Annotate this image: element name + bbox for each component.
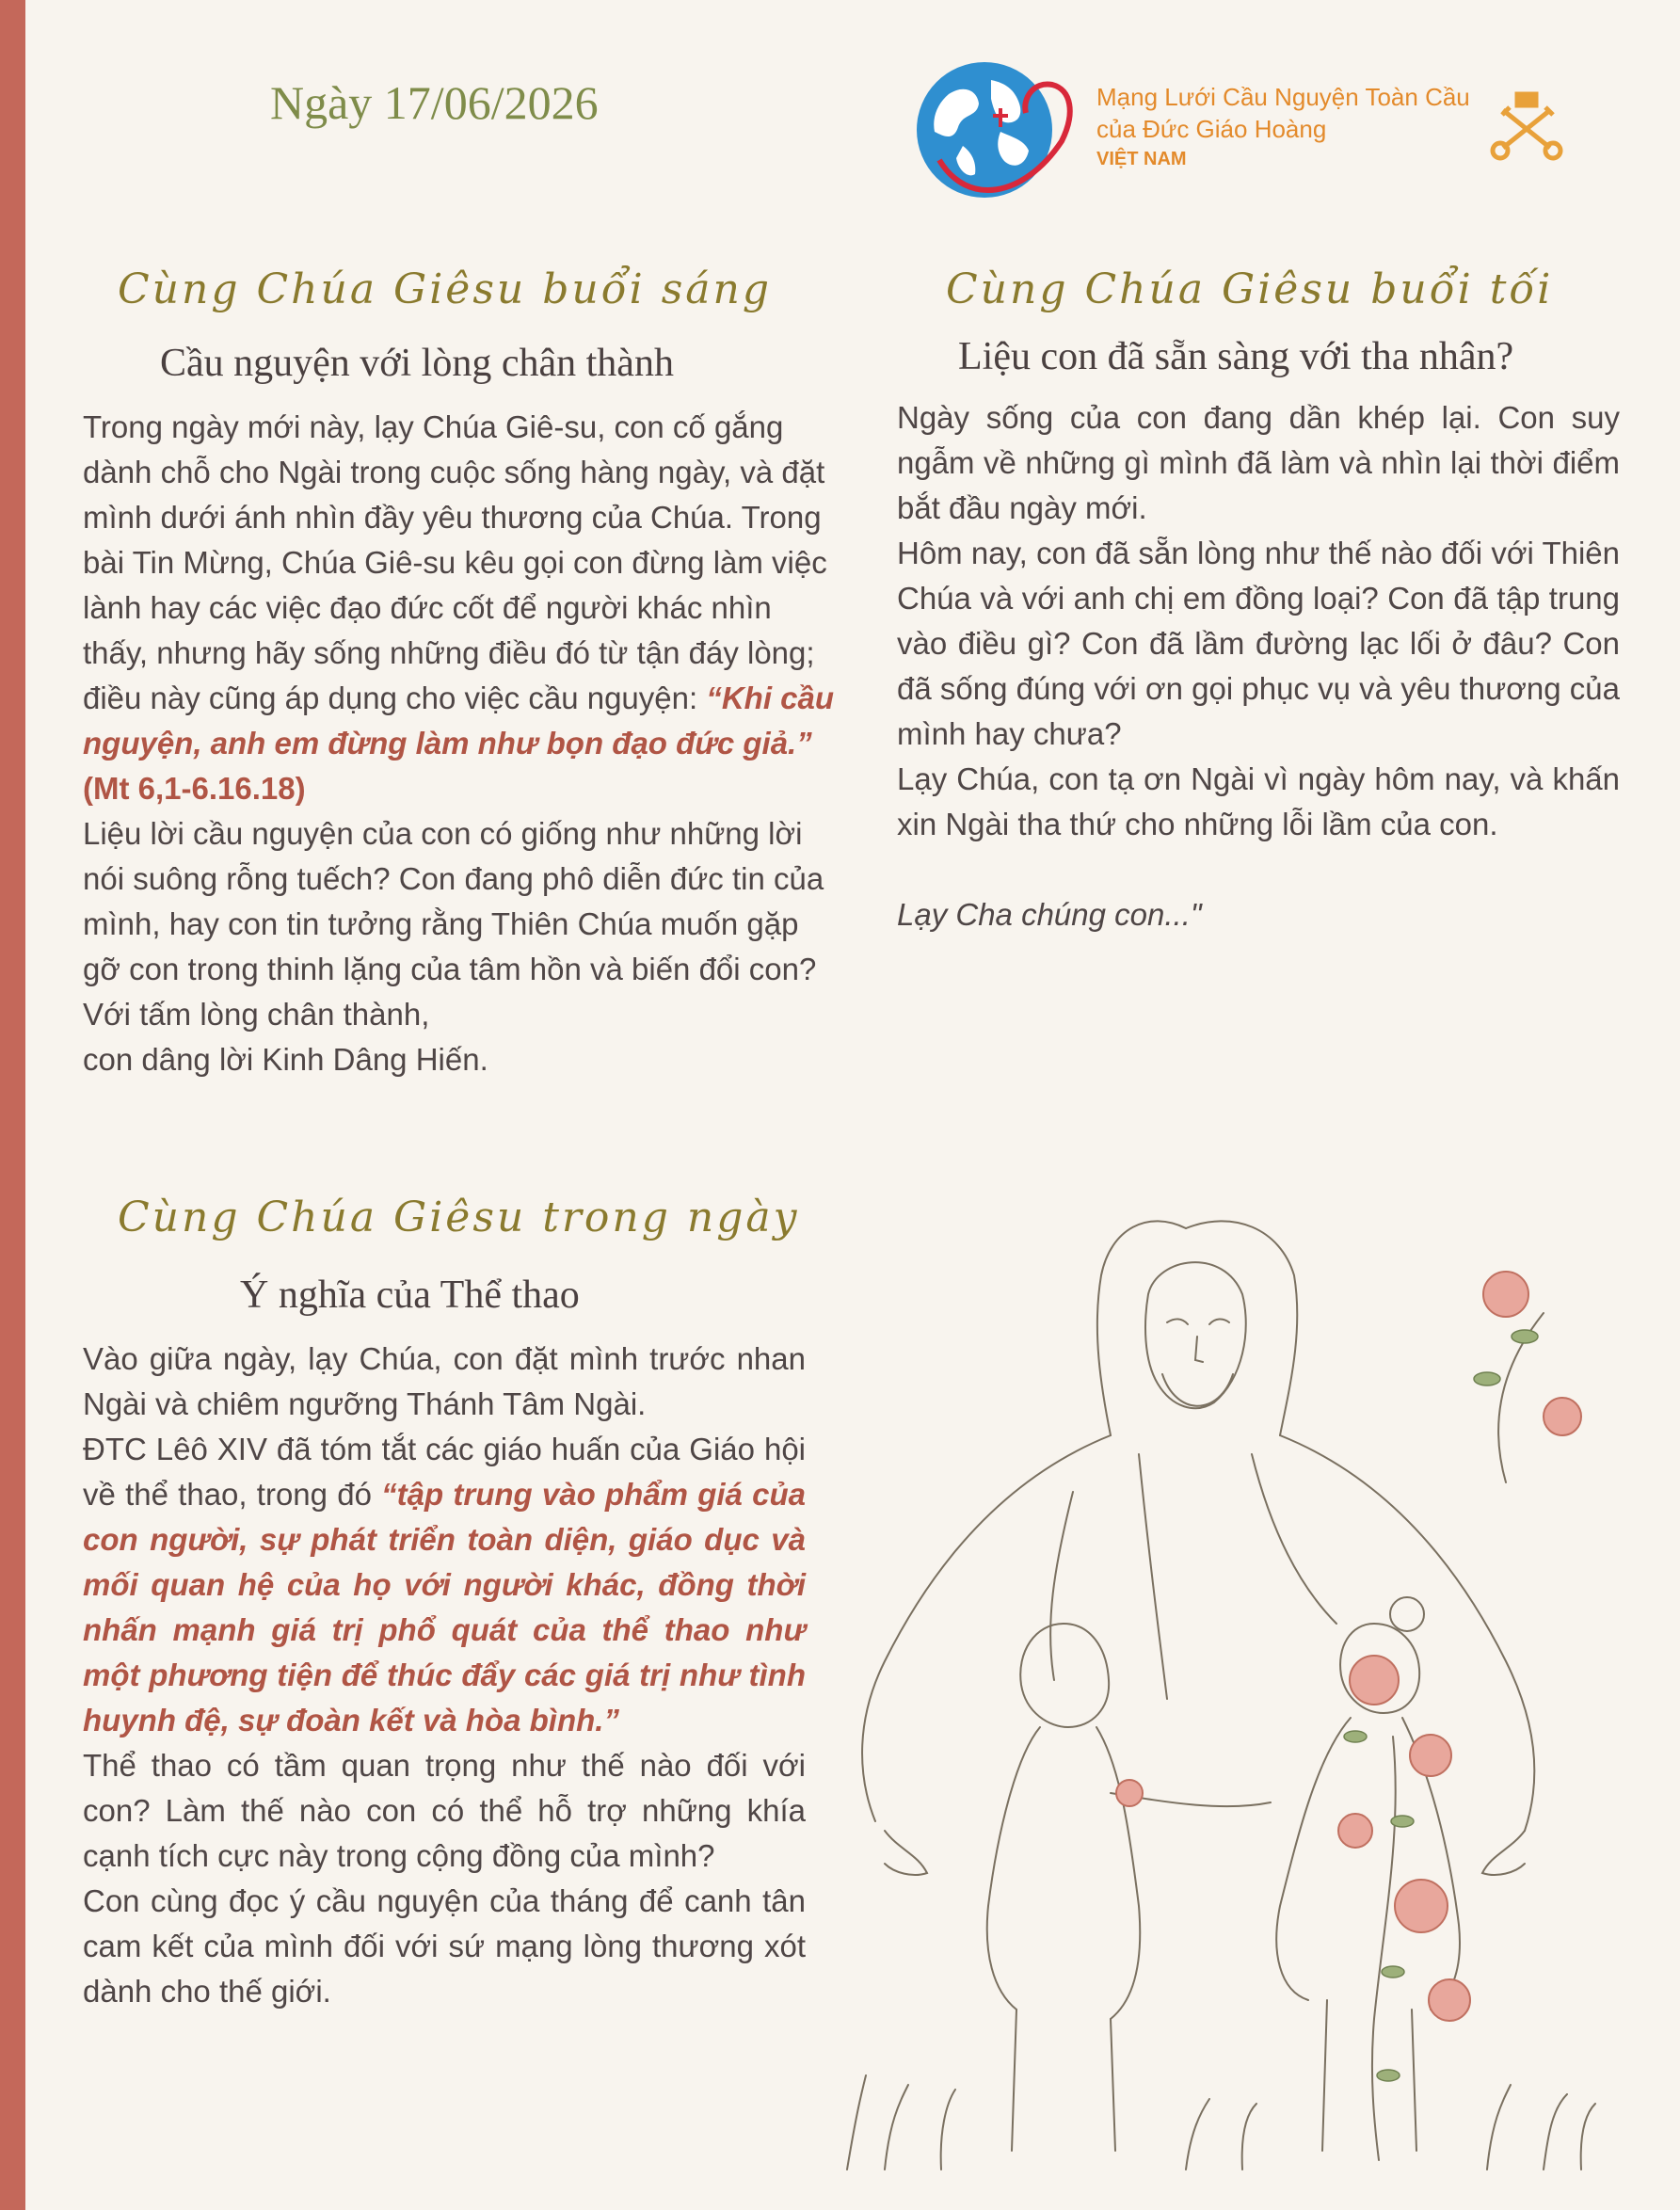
page-date: Ngày 17/06/2026 xyxy=(270,76,599,129)
evening-p2: Hôm nay, con đã sẵn lòng như thế nào đối với Thiên Chúa và với anh chị em đồng loại? Con đã tập trung vào điều gì? Con đã lầm đường lạc lối ở đâu? Con đã sống đúng với ơn gọi phục vụ và yêu thương của mình hay chưa? xyxy=(897,536,1620,751)
evening-closing: Lạy Cha chúng con..." xyxy=(897,897,1202,932)
evening-p3: Lạy Chúa, con tạ ơn Ngài vì ngày hôm nay, và khấn xin Ngài tha thứ cho những lỗi lầm của con. xyxy=(897,761,1620,841)
daytime-p3: Thể thao có tầm quan trọng như thế nào đối với con? Làm thế nào con có thể hỗ trợ những khía cạnh tích cực này trong cộng đồng của mình? xyxy=(83,1748,806,1873)
logo-text xyxy=(1096,81,1470,173)
evening-subtitle: Liệu con đã sẵn sàng với tha nhân? xyxy=(958,335,1514,378)
morning-quote: “Khi cầu nguyện, anh em đừng làm như bọn đạo đức giả.” xyxy=(83,681,835,761)
daytime-subtitle: Ý nghĩa của Thể thao xyxy=(240,1273,580,1317)
morning-intro: Trong ngày mới này, lạy Chúa Giê-su, con cố gắng dành chỗ cho Ngài trong cuộc sống hàng ngày, và đặt mình dưới ánh nhìn đầy yêu thương của Chúa. Trong bài Tin Mừng, Chúa Giê-su kêu gọi con đừng làm việc lành hay các việc đạo đức cốt để người khác nhìn thấy, nhưng hãy sống những điều đó từ tận đáy lòng; điều này cũng áp dụng cho việc cầu nguyện: xyxy=(83,409,827,715)
accent-bar xyxy=(0,0,25,2210)
morning-script-title: Cùng Chúa Giêsu buổi sáng xyxy=(118,265,773,313)
morning-subtitle: Cầu nguyện với lòng chân thành xyxy=(160,342,674,385)
daytime-p2-lead: ĐTC Lêô XIV đã tóm tắt các giáo huấn của Giáo hội về thể thao, trong đó xyxy=(83,1432,806,1512)
logo-line-1: Mạng Lưới Cầu Nguyện Toàn Cầu xyxy=(1096,83,1470,111)
daytime-script-title: Cùng Chúa Giêsu trong ngày xyxy=(118,1193,800,1241)
daytime-p4: Con cùng đọc ý cầu nguyện của tháng để canh tân cam kết của mình đối với sứ mạng lòng thương xót dành cho thế giới. xyxy=(83,1883,806,2009)
morning-closing-1: Với tấm lòng chân thành, xyxy=(83,997,430,1032)
evening-script-title: Cùng Chúa Giêsu buổi tối xyxy=(946,265,1554,313)
daytime-body xyxy=(83,1337,806,2014)
morning-closing-2: con dâng lời Kinh Dâng Hiến. xyxy=(83,1042,488,1077)
evening-body xyxy=(897,395,1620,937)
jesus-children-illustration xyxy=(828,1172,1609,2179)
morning-reference: (Mt 6,1-6.16.18) xyxy=(83,771,306,806)
morning-body xyxy=(83,405,836,1082)
daytime-quote: “tập trung vào phẩm giá của con người, sự phát triển toàn diện, giáo dục và mối quan hệ của họ với người khác, đồng thời nhấn mạnh giá trị phổ quát của thể thao như một phương tiện để thúc đẩy các giá trị như tình huynh đệ, sự đoàn kết và hòa bình.” xyxy=(83,1477,806,1738)
globe-heart-logo xyxy=(911,56,1090,202)
logo-country: VIỆT NAM xyxy=(1096,149,1187,169)
papal-keys-icon xyxy=(1489,87,1564,162)
morning-reflection: Liệu lời cầu nguyện của con có giống như những lời nói suông rỗng tuếch? Con đang phô diễn đức tin của mình, hay con tin tưởng rằng Thiên Chúa muốn gặp gỡ con trong thinh lặng của tâm hồn và biến đổi con? xyxy=(83,816,824,986)
logo-line-2: của Đức Giáo Hoàng xyxy=(1096,115,1327,143)
evening-p1: Ngày sống của con đang dần khép lại. Con suy ngẫm về những gì mình đã làm và nhìn lại thời điểm bắt đầu ngày mới. xyxy=(897,400,1620,525)
daytime-p1: Vào giữa ngày, lạy Chúa, con đặt mình trước nhan Ngài và chiêm ngưỡng Thánh Tâm Ngài. xyxy=(83,1341,806,1421)
